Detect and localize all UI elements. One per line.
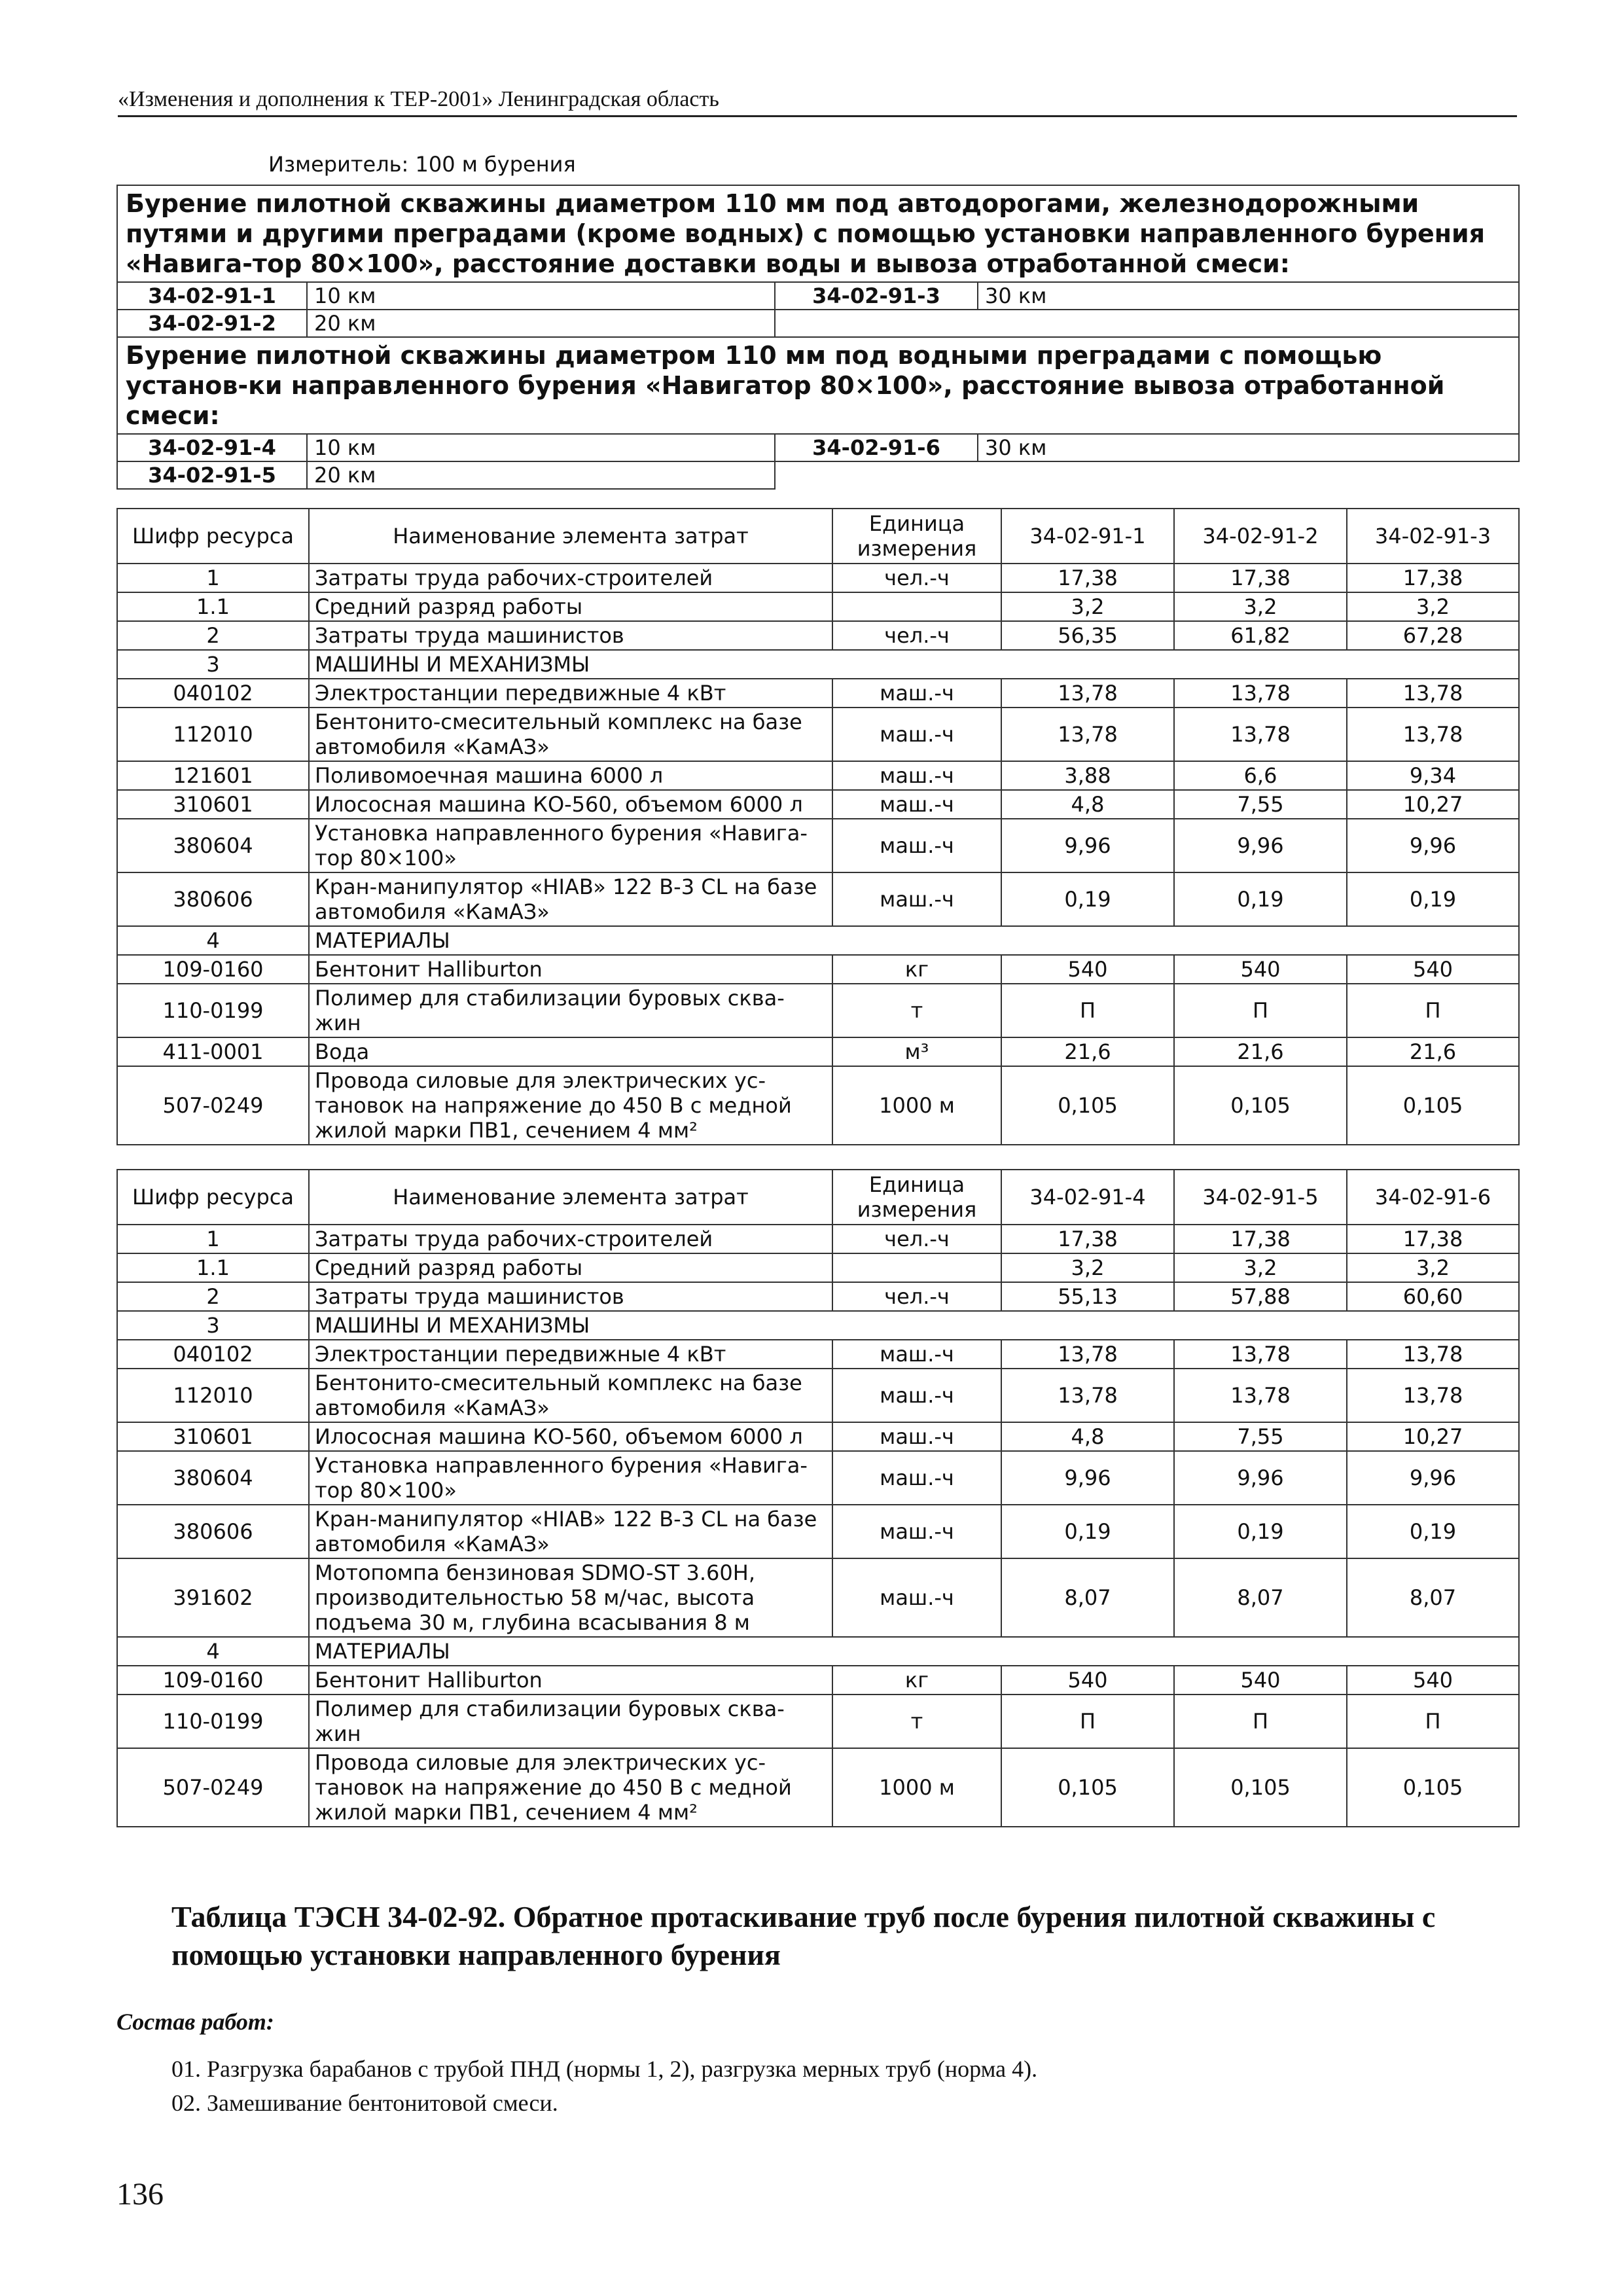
resource-code: 1.1	[117, 592, 309, 621]
unit: 1000 м	[832, 1066, 1001, 1145]
resource-row	[117, 819, 1519, 872]
norm-value: 13,78	[1347, 1369, 1519, 1422]
resource-row	[117, 761, 1519, 790]
norm-value: 540	[1001, 1666, 1174, 1695]
unit: маш.-ч	[832, 790, 1001, 819]
norm-value: 9,34	[1347, 761, 1519, 790]
norm-value: 60,60	[1347, 1282, 1519, 1311]
norm-value: 0,19	[1174, 872, 1347, 926]
resource-code: 310601	[117, 790, 309, 819]
resource-table-2	[116, 1169, 1520, 1827]
norm-value: 17,38	[1347, 564, 1519, 592]
norm-value: П	[1347, 984, 1519, 1037]
norm-value: 540	[1347, 955, 1519, 984]
norm-distance: 20 км	[307, 461, 775, 489]
section-row	[117, 650, 1519, 679]
header-cost-element: Наименование элемента затрат	[309, 1170, 832, 1225]
unit: кг	[832, 955, 1001, 984]
norm-value: 13,78	[1174, 708, 1347, 761]
unit: чел.-ч	[832, 1225, 1001, 1253]
empty-cell	[775, 310, 1519, 337]
cost-element-name: Вода	[309, 1037, 832, 1066]
cost-element-name: Установка направленного бурения «Навига-тор 80×100»	[309, 1451, 832, 1505]
unit: чел.-ч	[832, 564, 1001, 592]
resource-code: 3	[117, 650, 309, 679]
unit: маш.-ч	[832, 1369, 1001, 1422]
resource-code: 110-0199	[117, 1695, 309, 1748]
header-unit: Единица измерения	[832, 1170, 1001, 1225]
norm-value: П	[1174, 1695, 1347, 1748]
resource-code: 380606	[117, 872, 309, 926]
unit	[832, 592, 1001, 621]
norm-group-title-2: Бурение пилотной скважины диаметром 110 мм под водными преградами с помощью установ-ки направленного бурения «Навигатор 80×100», расстояние вывоза отработанной смеси:	[117, 337, 1519, 434]
resource-row	[117, 1666, 1519, 1695]
cost-element-name: Средний разряд работы	[309, 592, 832, 621]
resource-code: 411-0001	[117, 1037, 309, 1066]
unit: маш.-ч	[832, 1422, 1001, 1451]
resource-row	[117, 1451, 1519, 1505]
unit: м³	[832, 1037, 1001, 1066]
resource-row	[117, 1037, 1519, 1066]
header-norm: 34-02-91-6	[1347, 1170, 1519, 1225]
resource-row	[117, 1340, 1519, 1369]
norm-value: 13,78	[1001, 1340, 1174, 1369]
cost-element-name: Электростанции передвижные 4 кВт	[309, 679, 832, 708]
unit: чел.-ч	[832, 621, 1001, 650]
section-title: МАШИНЫ И МЕХАНИЗМЫ	[309, 650, 1519, 679]
section-title: МАТЕРИАЛЫ	[309, 926, 1519, 955]
unit: маш.-ч	[832, 1340, 1001, 1369]
resource-code: 040102	[117, 1340, 309, 1369]
header-cost-element: Наименование элемента затрат	[309, 509, 832, 564]
header-resource-code: Шифр ресурса	[117, 1170, 309, 1225]
norm-value: 8,07	[1347, 1558, 1519, 1637]
norm-value: 17,38	[1174, 564, 1347, 592]
resource-row	[117, 984, 1519, 1037]
norm-value: 13,78	[1347, 1340, 1519, 1369]
norm-code: 34-02-91-3	[775, 282, 978, 310]
norm-value: 13,78	[1001, 679, 1174, 708]
running-header: «Изменения и дополнения к ТЕР-2001» Ленинградская область	[118, 84, 1517, 117]
header-norm: 34-02-91-1	[1001, 509, 1174, 564]
cost-element-name: Илососная машина КО-560, объемом 6000 л	[309, 1422, 832, 1451]
resource-code: 040102	[117, 679, 309, 708]
resource-row	[117, 1505, 1519, 1558]
cost-element-name: Затраты труда машинистов	[309, 621, 832, 650]
resource-row	[117, 1282, 1519, 1311]
cost-element-name: Мотопомпа бензиновая SDMO-ST 3.60H, производительностью 58 м/час, высота подъема 30 м, глубина всасывания 8 м	[309, 1558, 832, 1637]
resource-code: 1.1	[117, 1253, 309, 1282]
cost-element-name: Поливомоечная машина 6000 л	[309, 761, 832, 790]
unit: маш.-ч	[832, 1558, 1001, 1637]
norm-value: 9,96	[1347, 819, 1519, 872]
norm-value: 3,2	[1174, 592, 1347, 621]
resource-code: 1	[117, 564, 309, 592]
resource-code: 391602	[117, 1558, 309, 1637]
norm-value: 17,38	[1347, 1225, 1519, 1253]
resource-row	[117, 790, 1519, 819]
resource-row	[117, 1695, 1519, 1748]
unit-of-measure: Измеритель: 100 м бурения	[268, 152, 576, 177]
work-item: 01. Разгрузка барабанов с трубой ПНД (нормы 1, 2), разгрузка мерных труб (норма 4).	[171, 2056, 1038, 2082]
cost-element-name: Электростанции передвижные 4 кВт	[309, 1340, 832, 1369]
norm-value: 21,6	[1001, 1037, 1174, 1066]
cost-element-name: Бентонито-смесительный комплекс на базе автомобиля «КамАЗ»	[309, 708, 832, 761]
norm-value: 9,96	[1001, 819, 1174, 872]
norm-distance: 30 км	[978, 434, 1519, 461]
norm-code: 34-02-91-1	[117, 282, 307, 310]
section-row	[117, 1311, 1519, 1340]
norm-value: 0,105	[1347, 1748, 1519, 1827]
norm-value: 17,38	[1001, 1225, 1174, 1253]
unit	[832, 1253, 1001, 1282]
norm-value: 9,96	[1347, 1451, 1519, 1505]
norm-value: 17,38	[1174, 1225, 1347, 1253]
norm-value: 13,78	[1174, 1369, 1347, 1422]
unit: маш.-ч	[832, 1505, 1001, 1558]
header-norm: 34-02-91-3	[1347, 509, 1519, 564]
header-norm: 34-02-91-5	[1174, 1170, 1347, 1225]
cost-element-name: Затраты труда рабочих-строителей	[309, 564, 832, 592]
resource-row	[117, 1422, 1519, 1451]
resource-code: 112010	[117, 708, 309, 761]
section-row	[117, 1637, 1519, 1666]
norm-value: 540	[1347, 1666, 1519, 1695]
resource-code: 380604	[117, 1451, 309, 1505]
norm-value: 55,13	[1001, 1282, 1174, 1311]
resource-row	[117, 564, 1519, 592]
norm-value: 9,96	[1001, 1451, 1174, 1505]
resource-code: 310601	[117, 1422, 309, 1451]
resource-row	[117, 1066, 1519, 1145]
resource-code: 110-0199	[117, 984, 309, 1037]
norm-value: П	[1347, 1695, 1519, 1748]
cost-element-name: Полимер для стабилизации буровых сква-жин	[309, 984, 832, 1037]
norm-value: 7,55	[1174, 1422, 1347, 1451]
composition-label: Состав работ:	[116, 2009, 274, 2035]
norm-value: 3,88	[1001, 761, 1174, 790]
norm-value: 9,96	[1174, 1451, 1347, 1505]
norms-description-table	[116, 185, 1520, 490]
norm-distance: 10 км	[307, 282, 775, 310]
norm-value: 67,28	[1347, 621, 1519, 650]
cost-element-name: Кран-манипулятор «HIAB» 122 B-3 CL на базе автомобиля «КамАЗ»	[309, 1505, 832, 1558]
resource-code: 1	[117, 1225, 309, 1253]
resource-table-1	[116, 508, 1520, 1145]
resource-row	[117, 872, 1519, 926]
norm-value: 10,27	[1347, 790, 1519, 819]
norm-code: 34-02-91-5	[117, 461, 307, 489]
cost-element-name: Затраты труда машинистов	[309, 1282, 832, 1311]
norm-value: 7,55	[1174, 790, 1347, 819]
norm-value: 8,07	[1174, 1558, 1347, 1637]
empty-cell	[775, 461, 1519, 489]
resource-row	[117, 1748, 1519, 1827]
norm-value: 10,27	[1347, 1422, 1519, 1451]
norm-value: П	[1001, 984, 1174, 1037]
resource-row	[117, 1253, 1519, 1282]
resource-row	[117, 708, 1519, 761]
header-norm: 34-02-91-2	[1174, 509, 1347, 564]
unit: маш.-ч	[832, 819, 1001, 872]
resource-code: 109-0160	[117, 955, 309, 984]
unit: маш.-ч	[832, 761, 1001, 790]
section-row	[117, 926, 1519, 955]
norm-value: 13,78	[1174, 679, 1347, 708]
norm-value: 540	[1174, 955, 1347, 984]
norm-code: 34-02-91-6	[775, 434, 978, 461]
unit: кг	[832, 1666, 1001, 1695]
norm-distance: 30 км	[978, 282, 1519, 310]
unit: маш.-ч	[832, 1451, 1001, 1505]
section-title: МАТЕРИАЛЫ	[309, 1637, 1519, 1666]
norm-group-title-1: Бурение пилотной скважины диаметром 110 мм под автодорогами, железнодорожными путями и другими преградами (кроме водных) с помощью установки направленного бурения «Навига-тор 80×100», расстояние доставки воды и вывоза отработанной смеси:	[117, 185, 1519, 282]
resource-code: 2	[117, 1282, 309, 1311]
resource-code: 507-0249	[117, 1748, 309, 1827]
resource-code: 112010	[117, 1369, 309, 1422]
norm-value: П	[1174, 984, 1347, 1037]
cost-element-name: Провода силовые для электрических ус-тановок на напряжение до 450 В с медной жилой марки ПВ1, сечением 4 мм²	[309, 1066, 832, 1145]
norm-value: 3,2	[1174, 1253, 1347, 1282]
norm-value: 13,78	[1347, 679, 1519, 708]
cost-element-name: Полимер для стабилизации буровых сква-жин	[309, 1695, 832, 1748]
norm-value: 540	[1001, 955, 1174, 984]
norm-value: 4,8	[1001, 790, 1174, 819]
norm-value: 21,6	[1174, 1037, 1347, 1066]
resource-code: 4	[117, 926, 309, 955]
norm-value: 3,2	[1347, 592, 1519, 621]
resource-code: 380606	[117, 1505, 309, 1558]
work-item: 02. Замешивание бентонитовой смеси.	[171, 2090, 558, 2116]
norm-value: 13,78	[1347, 708, 1519, 761]
norm-value: 0,105	[1174, 1748, 1347, 1827]
header-norm: 34-02-91-4	[1001, 1170, 1174, 1225]
resource-row	[117, 1225, 1519, 1253]
norm-value: 540	[1174, 1666, 1347, 1695]
norm-value: 61,82	[1174, 621, 1347, 650]
header-resource-code: Шифр ресурса	[117, 509, 309, 564]
unit: маш.-ч	[832, 872, 1001, 926]
norm-value: 13,78	[1174, 1340, 1347, 1369]
cost-element-name: Кран-манипулятор «HIAB» 122 B-3 CL на базе автомобиля «КамАЗ»	[309, 872, 832, 926]
norm-value: 57,88	[1174, 1282, 1347, 1311]
unit: чел.-ч	[832, 1282, 1001, 1311]
resource-code: 121601	[117, 761, 309, 790]
resource-row	[117, 621, 1519, 650]
norm-value: 9,96	[1174, 819, 1347, 872]
unit: 1000 м	[832, 1748, 1001, 1827]
norm-value: 0,19	[1347, 1505, 1519, 1558]
resource-code: 109-0160	[117, 1666, 309, 1695]
norm-value: 0,105	[1174, 1066, 1347, 1145]
cost-element-name: Установка направленного бурения «Навига-тор 80×100»	[309, 819, 832, 872]
norm-value: 0,105	[1001, 1748, 1174, 1827]
resource-code: 507-0249	[117, 1066, 309, 1145]
resource-code: 380604	[117, 819, 309, 872]
resource-code: 4	[117, 1637, 309, 1666]
resource-code: 2	[117, 621, 309, 650]
cost-element-name: Илососная машина КО-560, объемом 6000 л	[309, 790, 832, 819]
norm-value: 4,8	[1001, 1422, 1174, 1451]
norm-distance: 20 км	[307, 310, 775, 337]
norm-value: П	[1001, 1695, 1174, 1748]
unit: маш.-ч	[832, 708, 1001, 761]
norm-distance: 10 км	[307, 434, 775, 461]
norm-value: 8,07	[1001, 1558, 1174, 1637]
cost-element-name: Бентонито-смесительный комплекс на базе автомобиля «КамАЗ»	[309, 1369, 832, 1422]
unit: маш.-ч	[832, 679, 1001, 708]
norm-value: 3,2	[1001, 1253, 1174, 1282]
cost-element-name: Бентонит Halliburton	[309, 1666, 832, 1695]
norm-value: 0,19	[1174, 1505, 1347, 1558]
norm-value: 0,19	[1001, 1505, 1174, 1558]
norm-value: 0,19	[1001, 872, 1174, 926]
resource-row	[117, 679, 1519, 708]
table-title: Таблица ТЭСН 34-02-92. Обратное протаскивание труб после бурения пилотной скважины с помощью установки направленного бурения	[171, 1900, 1436, 1971]
norm-value: 17,38	[1001, 564, 1174, 592]
cost-element-name: Бентонит Halliburton	[309, 955, 832, 984]
norm-value: 56,35	[1001, 621, 1174, 650]
norm-value: 0,19	[1347, 872, 1519, 926]
unit: т	[832, 1695, 1001, 1748]
norm-value: 13,78	[1001, 708, 1174, 761]
cost-element-name: Провода силовые для электрических ус-тановок на напряжение до 450 В с медной жилой марки ПВ1, сечением 4 мм²	[309, 1748, 832, 1827]
resource-row	[117, 1369, 1519, 1422]
norm-value: 0,105	[1001, 1066, 1174, 1145]
norm-value: 6,6	[1174, 761, 1347, 790]
resource-row	[117, 955, 1519, 984]
norm-value: 0,105	[1347, 1066, 1519, 1145]
resource-code: 3	[117, 1311, 309, 1340]
norm-value: 3,2	[1001, 592, 1174, 621]
header-unit: Единица измерения	[832, 509, 1001, 564]
norm-value: 21,6	[1347, 1037, 1519, 1066]
resource-row	[117, 592, 1519, 621]
resource-row	[117, 1558, 1519, 1637]
section-title: МАШИНЫ И МЕХАНИЗМЫ	[309, 1311, 1519, 1340]
page-number: 136	[116, 2177, 164, 2212]
norm-code: 34-02-91-4	[117, 434, 307, 461]
cost-element-name: Средний разряд работы	[309, 1253, 832, 1282]
unit: т	[832, 984, 1001, 1037]
norm-code: 34-02-91-2	[117, 310, 307, 337]
norm-value: 13,78	[1001, 1369, 1174, 1422]
cost-element-name: Затраты труда рабочих-строителей	[309, 1225, 832, 1253]
norm-value: 3,2	[1347, 1253, 1519, 1282]
